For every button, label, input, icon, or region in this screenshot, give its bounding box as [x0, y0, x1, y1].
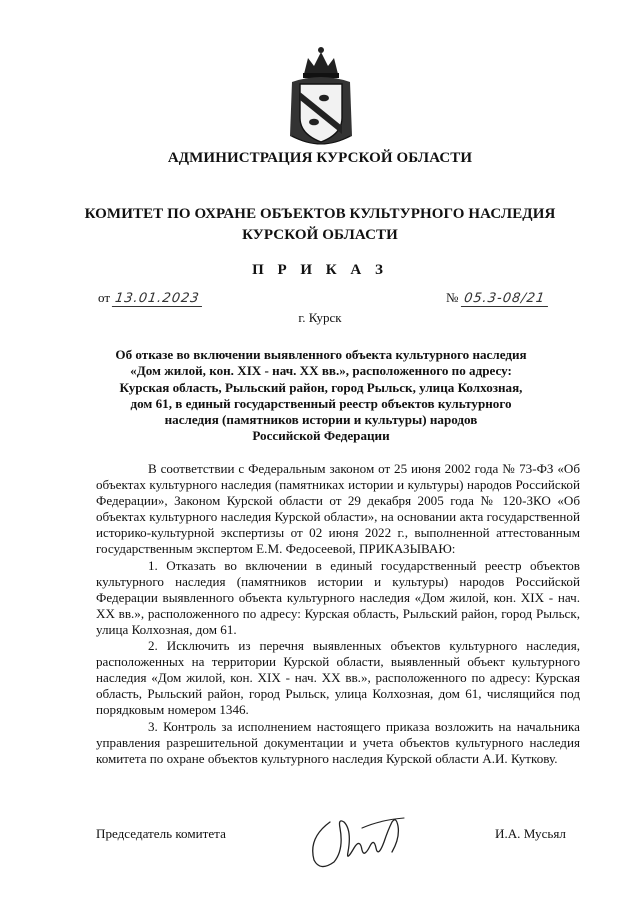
subject-line: наследия (памятников истории и культуры) народов — [164, 412, 478, 428]
committee-title-line1: КОМИТЕТ ПО ОХРАНЕ ОБЪЕКТОВ КУЛЬТУРНОГО НАСЛЕДИЯ — [84, 206, 556, 222]
date-prefix: от — [98, 290, 111, 305]
order-item-1: 1. Отказать во включении в единый государственный реестр объектов культурного наследия (памятников истории и культуры) народов Российской Федерации выявленного объекта культурного наследия «Дом жилой, кон. XIX - нач. XX вв.», расположенного по адресу: Курская область, Рыльский район, город Рыльск, улица Колхозная, дом 61. — [96, 557, 580, 637]
order-body — [96, 461, 580, 767]
order-item-2: 2. Исключить из перечня выявленных объектов культурного наследия, расположенных на территории Курской области, выявленный объект культурного наследия «Дом жилой, кон. XIX - нач. XX вв.», расположенного по адресу: Курская область, Рыльский район, город Рыльск, улица Колхозная, дом 61, числящийся под порядковым номером 1346. — [96, 638, 580, 718]
administration-title: АДМИНИСТРАЦИЯ КУРСКОЙ ОБЛАСТИ — [167, 150, 473, 166]
subject-line: дом 61, в единый государственный реестр объектов культурного — [130, 395, 512, 411]
signatory-position: Председатель комитета — [96, 826, 226, 841]
number-value: 05.3-08/21 — [461, 291, 550, 307]
subject-line: Курская область, Рыльский район, город Рыльск, улица Колхозная, — [119, 379, 523, 395]
handwritten-signature — [300, 808, 420, 874]
committee-title-line2: КУРСКОЙ ОБЛАСТИ — [242, 227, 398, 243]
number-prefix: № — [446, 290, 459, 305]
subject-line: Российской Федерации — [252, 428, 390, 444]
order-number — [446, 290, 549, 307]
subject-line: Об отказе во включении выявленного объекта культурного наследия — [115, 347, 527, 362]
order-item-3: 3. Контроль за исполнением настоящего приказа возложить на начальника управления разрешительной документации и учета объектов культурного наследия комитета по охране объектов культурного наследия Курской области А.И. Куткову. — [96, 718, 580, 766]
date-value: 13.01.2023 — [112, 291, 205, 307]
city-line: г. Курск — [298, 310, 342, 325]
order-date — [98, 290, 204, 307]
coat-of-arms-icon — [286, 44, 356, 152]
subject-line: «Дом жилой, кон. XIX - нач. XX вв.», расположенного по адресу: — [130, 363, 512, 379]
preamble-paragraph: В соответствии с Федеральным законом от 25 июня 2002 года № 73-ФЗ «Об объектах культурного наследия (памятниках истории и культуры) народов Российской Федерации», Законом Курской области от 29 декабря 2005 года № 120-ЗКО «Об объектах культурного наследия Курской области», на основании акта государственной историко-культурной экспертизы от 02 июня 2022 г., выполненной аттестованным государственным экспертом Е.М. Федосеевой, ПРИКАЗЫВАЮ: — [96, 461, 580, 557]
signatory-name: И.А. Мусьял — [495, 826, 566, 841]
order-subject — [96, 347, 546, 445]
document-type-title: П Р И К А З — [252, 262, 388, 278]
